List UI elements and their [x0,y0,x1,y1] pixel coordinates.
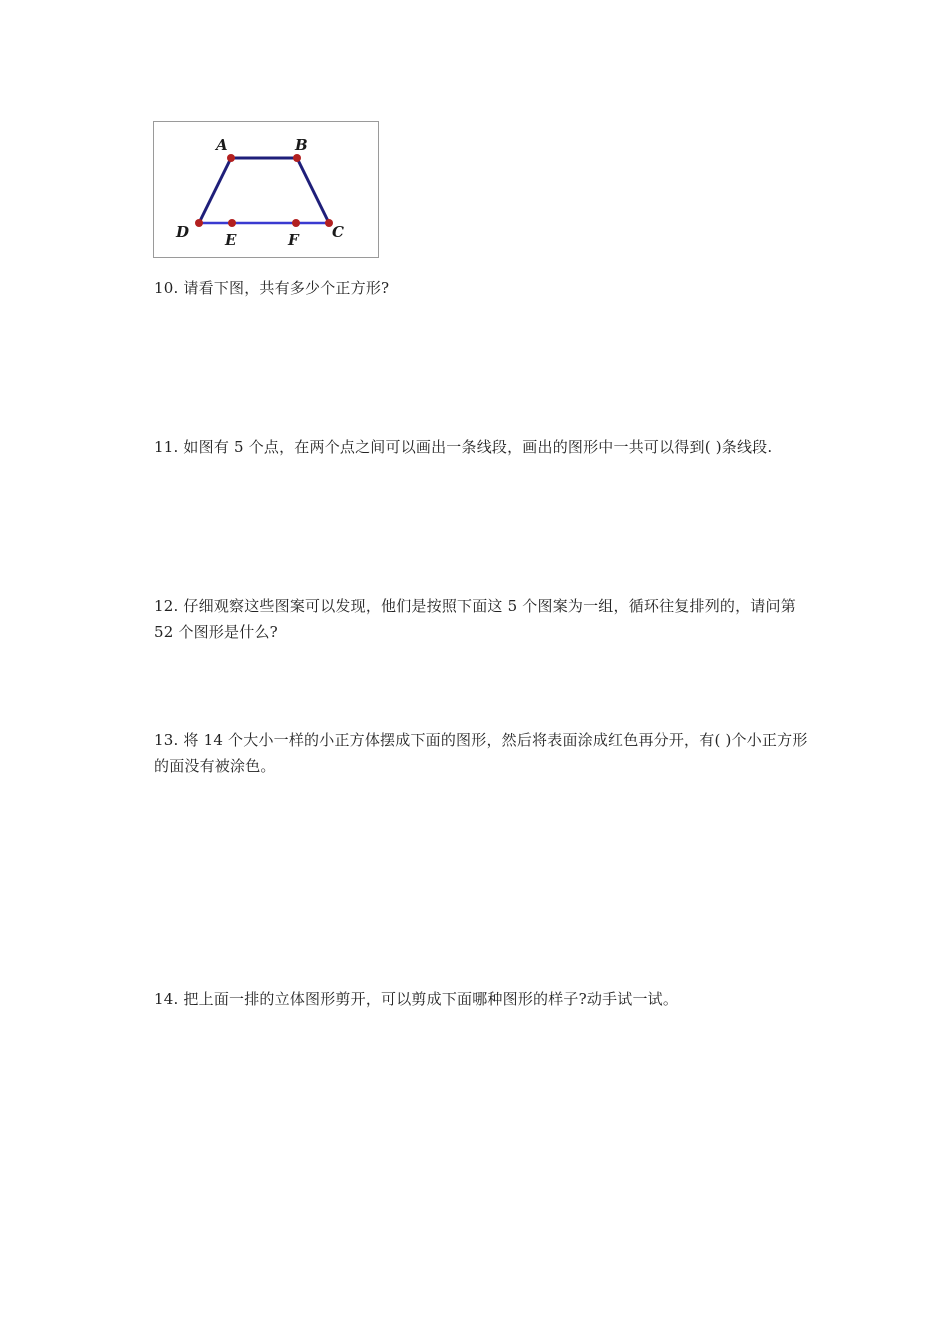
segment-bc [297,158,329,223]
question-14: 14. 把上面一排的立体图形剪开，可以剪成下面哪种图形的样子?动手试一试。 [154,990,679,1008]
question-11: 11. 如图有 5 个点，在两个点之间可以画出一条线段，画出的图形中一共可以得到( )条线段. [154,438,773,456]
label-b: B [295,136,308,154]
point-d [195,219,203,227]
point-e [228,219,236,227]
point-a [227,154,235,162]
point-f [292,219,300,227]
question-13: 13. 将 14 个大小一样的小正方体摆成下面的图形，然后将表面涂成红色再分开，有( )个小正方形的面没有被涂色。 [154,731,808,775]
trapezoid-figure [153,121,379,258]
label-d: D [176,223,190,241]
label-c: C [332,223,344,241]
segment-ad [199,158,231,223]
label-f: F [288,231,299,249]
point-b [293,154,301,162]
question-12: 12. 仔细观察这些图案可以发现，他们是按照下面这 5 个图案为一组，循环往复排列的，请问第 52 个图形是什么? [154,597,796,641]
question-10: 10. 请看下图，共有多少个正方形? [154,279,390,297]
label-a: A [216,136,228,154]
label-e: E [225,231,237,249]
trapezoid-diagram [154,122,378,257]
